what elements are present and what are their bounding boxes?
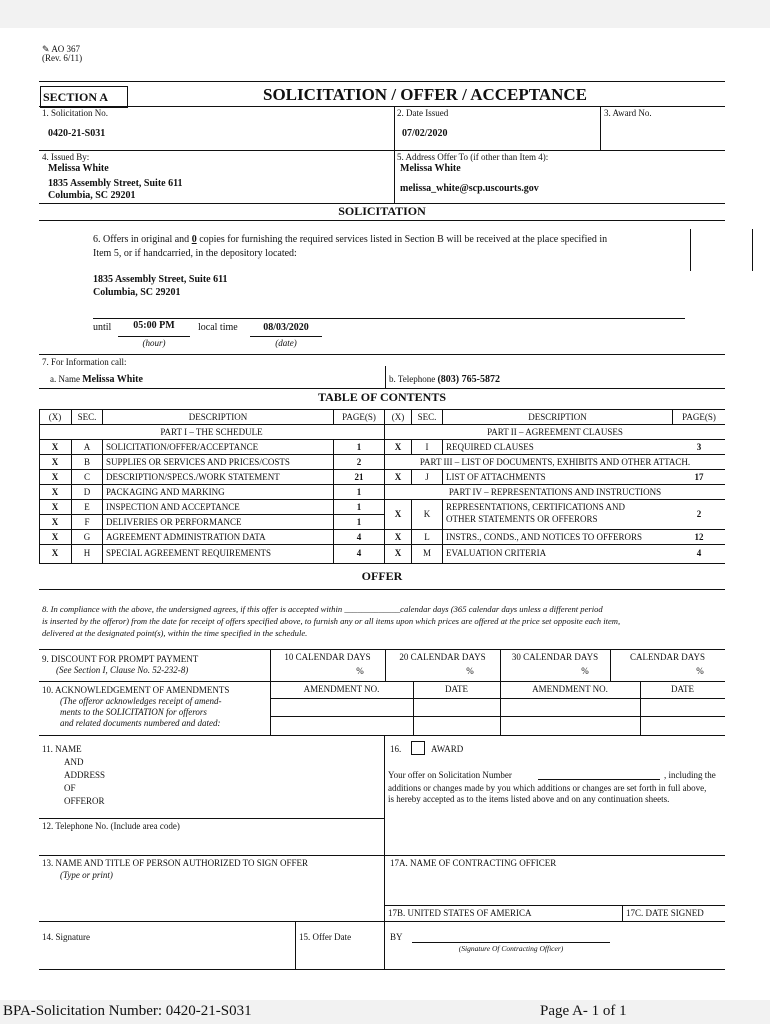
toc-row-f-pages: 1 (356, 517, 362, 527)
toc-row-i-desc: REQUIRED CLAUSES (446, 442, 534, 452)
toc-row-c-desc: DESCRIPTION/SPECS./WORK STATEMENT (106, 472, 280, 482)
toc-row-a-desc: SOLICITATION/OFFER/ACCEPTANCE (106, 442, 259, 452)
local-time-label: local time (198, 322, 238, 333)
toc-row-i-sec: I (425, 442, 429, 452)
signature-caption: (Signature Of Contracting Officer) (458, 944, 564, 953)
toc-col-pages: PAGE(S) (342, 412, 376, 422)
footer-page-number: Page A- 1 of 1 (540, 1003, 627, 1019)
toc-row-e-x: X (51, 502, 59, 512)
toc-row-f-desc: DELIVERIES OR PERFORMANCE (106, 517, 242, 527)
item8-text-1: 8. In compliance with the above, the undersigned agrees, if this offer is accepted within _____________calendar days (365 calendar days unless a different period (42, 604, 603, 614)
pct-20: % (466, 666, 474, 676)
toc-row-g-sec: G (83, 532, 91, 542)
pct-30: % (581, 666, 589, 676)
offer-address-email: melissa_white@scp.uscourts.gov (400, 183, 539, 194)
toc-row-j-sec: J (425, 472, 429, 482)
toc-row-c-sec: C (83, 472, 90, 482)
toc-col-desc-2: DESCRIPTION (528, 412, 587, 422)
item15-label: 15. Offer Date (299, 932, 352, 942)
award-text-1b: , including the (664, 770, 716, 780)
toc-row-h-pages: 4 (356, 548, 362, 558)
item13-sub: (Type or print) (60, 870, 113, 880)
award-text-2: additions or changes made by you which additions or changes are set forth in full above, (388, 783, 707, 793)
item10-label: 10. ACKNOWLEDGEMENT OF AMENDMENTS (42, 685, 230, 695)
form-title: SOLICITATION / OFFER / ACCEPTANCE (263, 85, 587, 104)
offer-address-name: Melissa White (400, 163, 461, 174)
toc-col-sec: SEC. (77, 412, 97, 422)
item11-and: AND (64, 757, 84, 767)
discount-30-days: 30 CALENDAR DAYS (511, 652, 599, 662)
toc-row-f-sec: F (84, 517, 90, 527)
toc-row-h-sec: H (83, 548, 91, 558)
issuer-street: 1835 Assembly Street, Suite 611 (48, 178, 183, 189)
toc-row-h-desc: SPECIAL AGREEMENT REQUIREMENTS (106, 548, 272, 558)
toc-row-e-sec: E (84, 502, 90, 512)
copies-count: 0 (191, 234, 197, 245)
toc-row-b-desc: SUPPLIES OR SERVICES AND PRICES/COSTS (106, 457, 290, 467)
solicitation-heading: SOLICITATION (338, 204, 426, 218)
toc-col-x: (X) (48, 412, 62, 422)
contact-name: a. Name Melissa White (50, 374, 143, 385)
item17b-label: 17B. UNITED STATES OF AMERICA (388, 908, 532, 918)
discount-20-days: 20 CALENDAR DAYS (399, 652, 486, 662)
pen-icon: ✎ (42, 44, 50, 54)
hour-caption: (hour) (142, 338, 166, 348)
due-time: 05:00 PM (133, 320, 175, 331)
item6-text: 6. Offers in original and 0 copies for furnishing the required services listed in Section B will be received at the place specified in (93, 234, 608, 245)
item5-label: 5. Address Offer To (if other than Item 4): (397, 152, 549, 162)
toc-row-l-desc: INSTRS., CONDS., AND NOTICES TO OFFERORS (446, 532, 642, 542)
toc-col-pages-2: PAGE(S) (682, 412, 716, 422)
toc-row-c-x: X (51, 472, 59, 482)
discount-10-days: 10 CALENDAR DAYS (284, 652, 371, 662)
discount-other-days: CALENDAR DAYS (630, 652, 705, 662)
toc-row-b-pages: 2 (356, 457, 362, 467)
page-footer (0, 1000, 770, 1024)
form-revision: (Rev. 6/11) (42, 53, 83, 63)
date-caption: (date) (275, 338, 297, 348)
item9-sub: (See Section I, Clause No. 52-232-8) (56, 665, 189, 675)
amendment-no-header-2: AMENDMENT NO. (532, 684, 608, 694)
toc-part3: PART III – LIST OF DOCUMENTS, EXHIBITS AND OTHER ATTACH. (419, 457, 691, 467)
solicitation-number: 0420-21-S031 (48, 128, 106, 139)
toc-row-g-x: X (51, 532, 59, 542)
form-id: ✎ AO 367 (42, 44, 81, 54)
depository-city: Columbia, SC 29201 (93, 287, 181, 298)
toc-row-e-pages: 1 (356, 502, 362, 512)
toc-row-e-desc: INSPECTION AND ACCEPTANCE (106, 502, 240, 512)
toc-row-a-x: X (51, 442, 59, 452)
amendment-date-header: DATE (445, 684, 468, 694)
item7-label: 7. For Information call: (42, 357, 127, 367)
toc-row-j-desc: LIST OF ATTACHMENTS (446, 472, 546, 482)
pct-10: % (356, 666, 364, 676)
item10-sub-3: and related documents numbered and dated: (60, 718, 221, 728)
form-page (0, 28, 770, 1000)
item6-text-2: Item 5, or if handcarried, in the depository located: (93, 248, 297, 259)
item8-text-3: delivered at the designated point(s), within the time specified in the schedule. (42, 628, 308, 638)
contact-telephone: b. Telephone (803) 765-5872 (389, 374, 500, 385)
toc-row-h-x: X (51, 548, 59, 558)
toc-part2: PART II – AGREEMENT CLAUSES (487, 427, 623, 437)
section-label: SECTION A (40, 86, 128, 108)
date-issued: 07/02/2020 (402, 128, 448, 139)
item1-label: 1. Solicitation No. (42, 108, 108, 118)
pct-other: % (696, 666, 704, 676)
toc-col-desc: DESCRIPTION (188, 412, 248, 422)
item13-label: 13. NAME AND TITLE OF PERSON AUTHORIZED TO SIGN OFFER (42, 858, 309, 868)
footer-solicitation-number: BPA-Solicitation Number: 0420-21-S031 (3, 1003, 252, 1019)
toc-row-l-pages: 12 (694, 532, 704, 542)
issuer-city: Columbia, SC 29201 (48, 190, 136, 201)
by-label: BY (390, 932, 403, 942)
item17a-label: 17A. NAME OF CONTRACTING OFFICER (390, 858, 557, 868)
award-text-1: Your offer on Solicitation Number (388, 770, 512, 780)
item8-text-2: is inserted by the offeror) from the date for receipt of offers specified above, to furnish any or all items upon which prices are offered at the price set opposite each item, (42, 616, 621, 626)
toc-col-x-2: (X) (391, 412, 405, 422)
award-checkbox[interactable] (411, 741, 425, 755)
item11-offeror: OFFEROR (64, 796, 105, 806)
toc-row-c-pages: 21 (354, 472, 364, 482)
item10-sub-1: (The offeror acknowledges receipt of amend- (60, 696, 222, 706)
due-date: 08/03/2020 (263, 322, 309, 333)
toc-part1: PART I – THE SCHEDULE (160, 427, 263, 437)
item11-address: ADDRESS (64, 770, 106, 780)
toc-row-j-pages: 17 (694, 472, 704, 482)
toc-part4: PART IV – REPRESENTATIONS AND INSTRUCTIONS (448, 487, 662, 497)
amendment-no-header: AMENDMENT NO. (303, 684, 380, 694)
award-label: AWARD (431, 744, 464, 754)
toc-row-a-sec: A (83, 442, 91, 452)
until-label: until (93, 322, 112, 333)
item16-label: 16. (390, 744, 402, 754)
toc-row-m-desc: EVALUATION CRITERIA (446, 548, 547, 558)
item9-label: 9. DISCOUNT FOR PROMPT PAYMENT (42, 654, 199, 664)
toc-row-b-x: X (51, 457, 59, 467)
item14-label: 14. Signature (42, 932, 90, 942)
toc-row-m-pages: 4 (696, 548, 702, 558)
toc-row-d-sec: D (83, 487, 91, 497)
toc-col-sec-2: SEC. (417, 412, 437, 422)
item3-label: 3. Award No. (604, 108, 652, 118)
item2-label: 2. Date Issued (397, 108, 449, 118)
offer-heading: OFFER (361, 569, 403, 583)
toc-row-k-sec: K (423, 509, 431, 519)
toc-row-l-x: X (394, 532, 402, 542)
toc-row-k-pages: 2 (696, 509, 702, 519)
item10-sub-2: ments to the SOLICITATION for offerors (60, 707, 207, 717)
item17c-label: 17C. DATE SIGNED (626, 908, 704, 918)
amendment-date-header-2: DATE (671, 684, 694, 694)
toc-row-m-sec: M (422, 548, 431, 558)
toc-row-g-pages: 4 (356, 532, 362, 542)
toc-row-d-desc: PACKAGING AND MARKING (106, 487, 225, 497)
toc-row-k-desc-1: REPRESENTATIONS, CERTIFICATIONS AND (446, 502, 626, 512)
toc-row-d-x: X (51, 487, 59, 497)
toc-row-b-sec: B (83, 457, 90, 467)
item4-label: 4. Issued By: (42, 152, 90, 162)
toc-row-g-desc: AGREEMENT ADMINISTRATION DATA (106, 532, 266, 542)
toc-row-l-sec: L (424, 532, 430, 542)
depository-street: 1835 Assembly Street, Suite 611 (93, 274, 228, 285)
toc-row-i-pages: 3 (696, 442, 702, 452)
award-text-3: is hereby accepted as to the items listed above and on any continuation sheets. (388, 794, 670, 804)
toc-row-k-desc-2: OTHER STATEMENTS OR OFFERORS (446, 514, 598, 524)
toc-row-m-x: X (394, 548, 402, 558)
toc-heading: TABLE OF CONTENTS (317, 390, 447, 404)
toc-row-j-x: X (394, 472, 402, 482)
issuer-name: Melissa White (48, 163, 109, 174)
toc-row-k-x: X (394, 509, 402, 519)
toc-row-a-pages: 1 (356, 442, 362, 452)
toc-row-d-pages: 1 (356, 487, 362, 497)
item11-of: OF (64, 783, 76, 793)
item11-label: 11. NAME (42, 744, 82, 754)
toc-row-i-x: X (394, 442, 402, 452)
toc-row-f-x: X (51, 517, 59, 527)
item12-label: 12. Telephone No. (Include area code) (42, 821, 180, 831)
